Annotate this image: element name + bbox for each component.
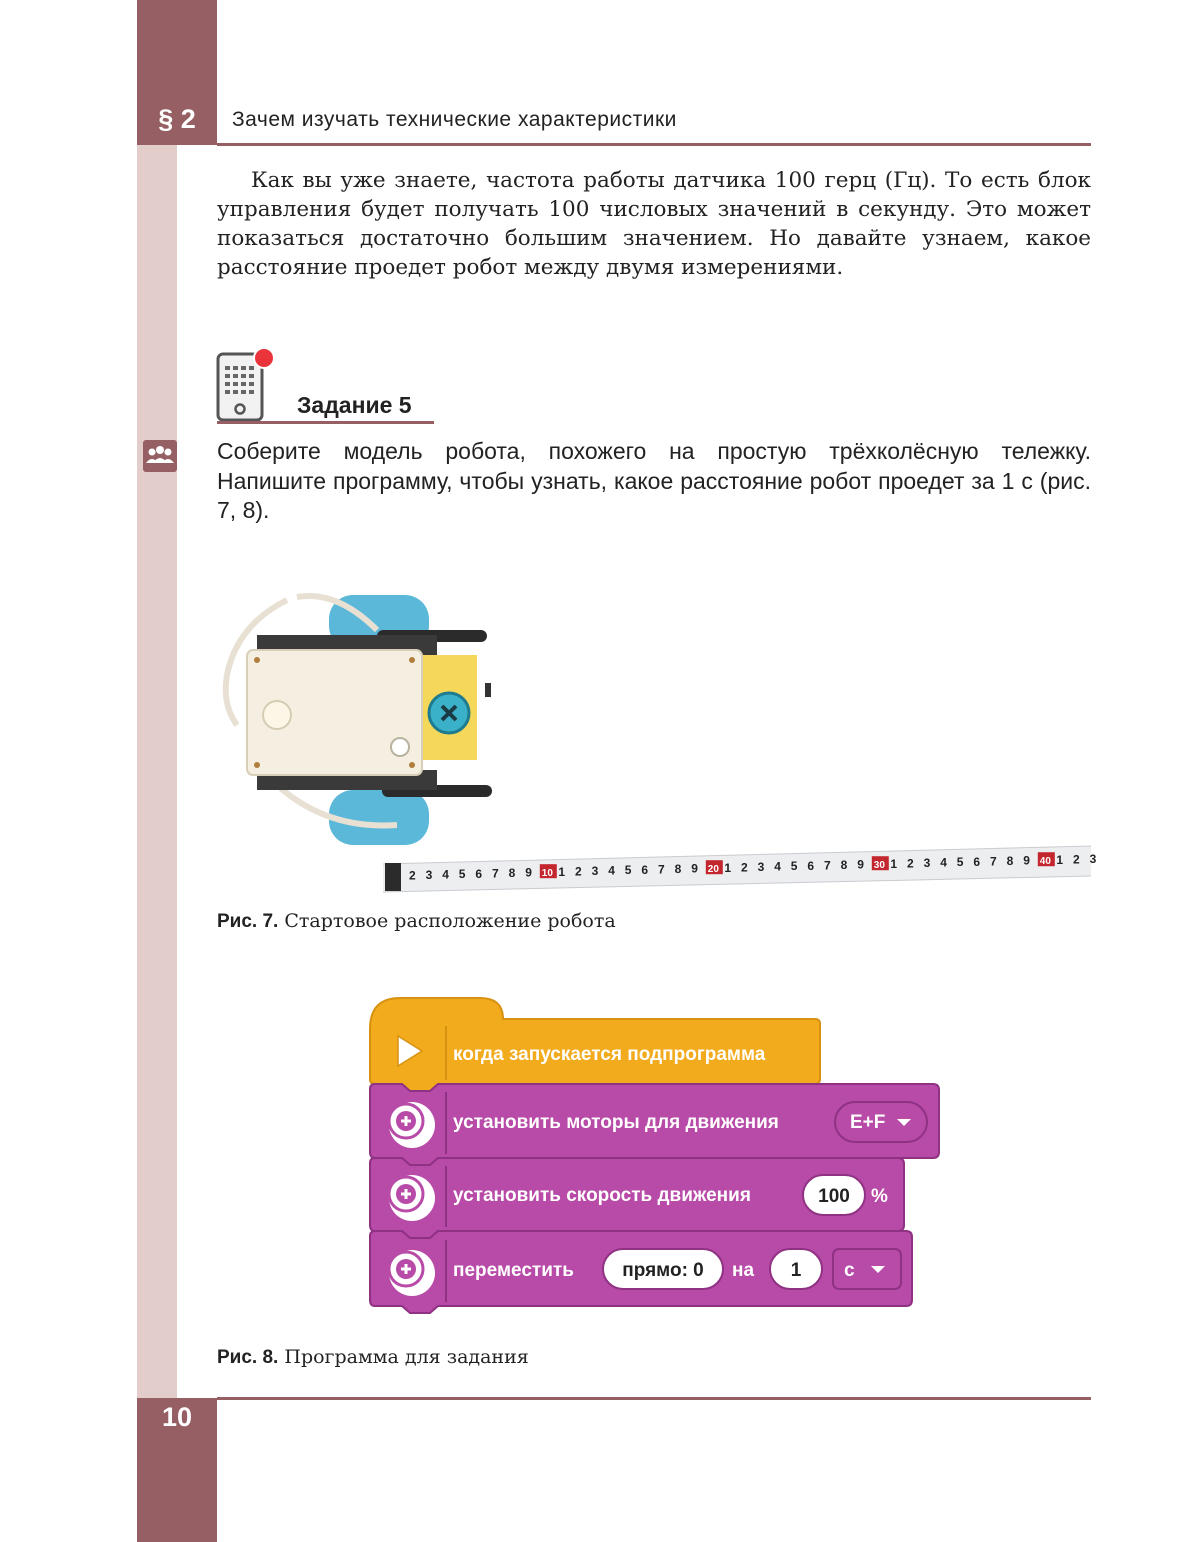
tape-mark: 2 xyxy=(1073,852,1080,867)
tape-mark: 5 xyxy=(458,867,466,882)
figure-8-caption-text: Программа для задания xyxy=(284,1346,529,1368)
tape-mark: 7 xyxy=(492,866,499,881)
tape-mark: 3 xyxy=(923,856,931,871)
task-text: Соберите модель робота, похожего на простую трёхколёсную тележку. Напишите программу, чтобы узнать, какое расстояние робот проедет за 1 с (рис. 7, 8). xyxy=(217,438,1091,523)
robot-photo xyxy=(217,585,502,855)
tape-mark: 5 xyxy=(956,855,964,870)
amount-input-value: 1 xyxy=(790,1260,802,1281)
tape-mark: 8 xyxy=(674,861,682,876)
tape-mark: 30 xyxy=(873,860,885,872)
page-number: 10 xyxy=(161,1402,193,1432)
task-underline xyxy=(217,421,434,424)
header-divider xyxy=(217,143,1091,146)
tape-mark: 6 xyxy=(475,866,483,881)
calculator-task-icon xyxy=(214,346,278,424)
task-title: Задание 5 xyxy=(297,392,412,418)
block-program xyxy=(368,994,948,1334)
tape-mark: 2 xyxy=(575,864,582,879)
on-word: на xyxy=(732,1260,755,1281)
tape-mark: 2 xyxy=(409,868,416,883)
motors-dropdown-value: E+F xyxy=(850,1112,886,1133)
tape-mark: 6 xyxy=(807,858,815,873)
footer-divider xyxy=(217,1397,1091,1400)
tape-mark: 9 xyxy=(1023,853,1030,868)
tape-mark: 1 xyxy=(558,864,566,879)
tape-mark: 7 xyxy=(824,858,831,873)
tape-mark: 9 xyxy=(691,861,698,876)
group-work-icon xyxy=(143,440,177,472)
figure-7-caption xyxy=(217,910,616,933)
tape-mark: 1 xyxy=(890,856,898,871)
tape-mark: 20 xyxy=(707,864,719,876)
speed-input-value: 100 xyxy=(818,1186,850,1207)
tape-mark: 4 xyxy=(774,859,781,874)
tape-mark: 5 xyxy=(790,859,798,874)
tape-mark: 3 xyxy=(591,863,599,878)
tape-mark: 1 xyxy=(724,860,732,875)
figure-8-caption xyxy=(217,1346,529,1369)
running-header: Зачем изучать технические характеристики xyxy=(232,108,677,131)
tape-mark: 8 xyxy=(1006,854,1014,869)
tape-mark: 9 xyxy=(525,865,532,880)
figure-7-caption-text: Стартовое расположение робота xyxy=(284,910,616,932)
set-speed-label: установить скорость движения xyxy=(453,1185,751,1206)
tape-mark: 4 xyxy=(940,855,947,870)
tape-mark: 10 xyxy=(541,868,553,880)
direction-input-value: прямо: 0 xyxy=(622,1260,704,1281)
tape-mark: 5 xyxy=(624,863,632,878)
tape-mark: 40 xyxy=(1039,856,1051,868)
tape-mark: 6 xyxy=(641,862,649,877)
tape-mark: 2 xyxy=(907,856,914,871)
figure-7-label: Рис. 7. xyxy=(217,911,279,932)
motor-pair-icon-3 xyxy=(389,1250,435,1296)
figure-8-label: Рис. 8. xyxy=(217,1347,279,1368)
section-number: § 2 xyxy=(158,104,196,134)
motor-pair-icon xyxy=(389,1102,435,1148)
tape-mark: 3 xyxy=(1089,852,1097,867)
tape-mark: 4 xyxy=(442,867,449,882)
tape-mark: 8 xyxy=(840,858,848,873)
tape-mark: 7 xyxy=(658,862,665,877)
tape-mark: 4 xyxy=(608,863,615,878)
left-margin-band xyxy=(137,0,177,1542)
tape-mark: 2 xyxy=(741,860,748,875)
unit-dropdown-value: с xyxy=(844,1260,855,1281)
tape-mark: 7 xyxy=(990,854,997,869)
measuring-tape xyxy=(383,842,1097,894)
tape-mark: 3 xyxy=(425,867,433,882)
motor-pair-icon-2 xyxy=(389,1175,435,1221)
speed-unit: % xyxy=(871,1186,888,1207)
start-block-label: когда запускается подпрограмма xyxy=(453,1044,766,1065)
move-label: переместить xyxy=(453,1260,574,1281)
tape-mark: 6 xyxy=(973,854,981,869)
tape-mark: 1 xyxy=(1056,852,1064,867)
tape-mark: 9 xyxy=(857,857,864,872)
set-motors-label: установить моторы для движения xyxy=(453,1112,779,1133)
tape-mark: 3 xyxy=(757,860,765,875)
tape-mark: 8 xyxy=(508,865,516,880)
intro-paragraph: Как вы уже знаете, частота работы датчика 100 герц (Гц). То есть блок управления будет получать 100 числовых значений в секунду. Это может показаться достаточно большим значением. Но давайте узнаем, какое расстояние проедет робот между двумя измерениями. xyxy=(217,168,1091,280)
